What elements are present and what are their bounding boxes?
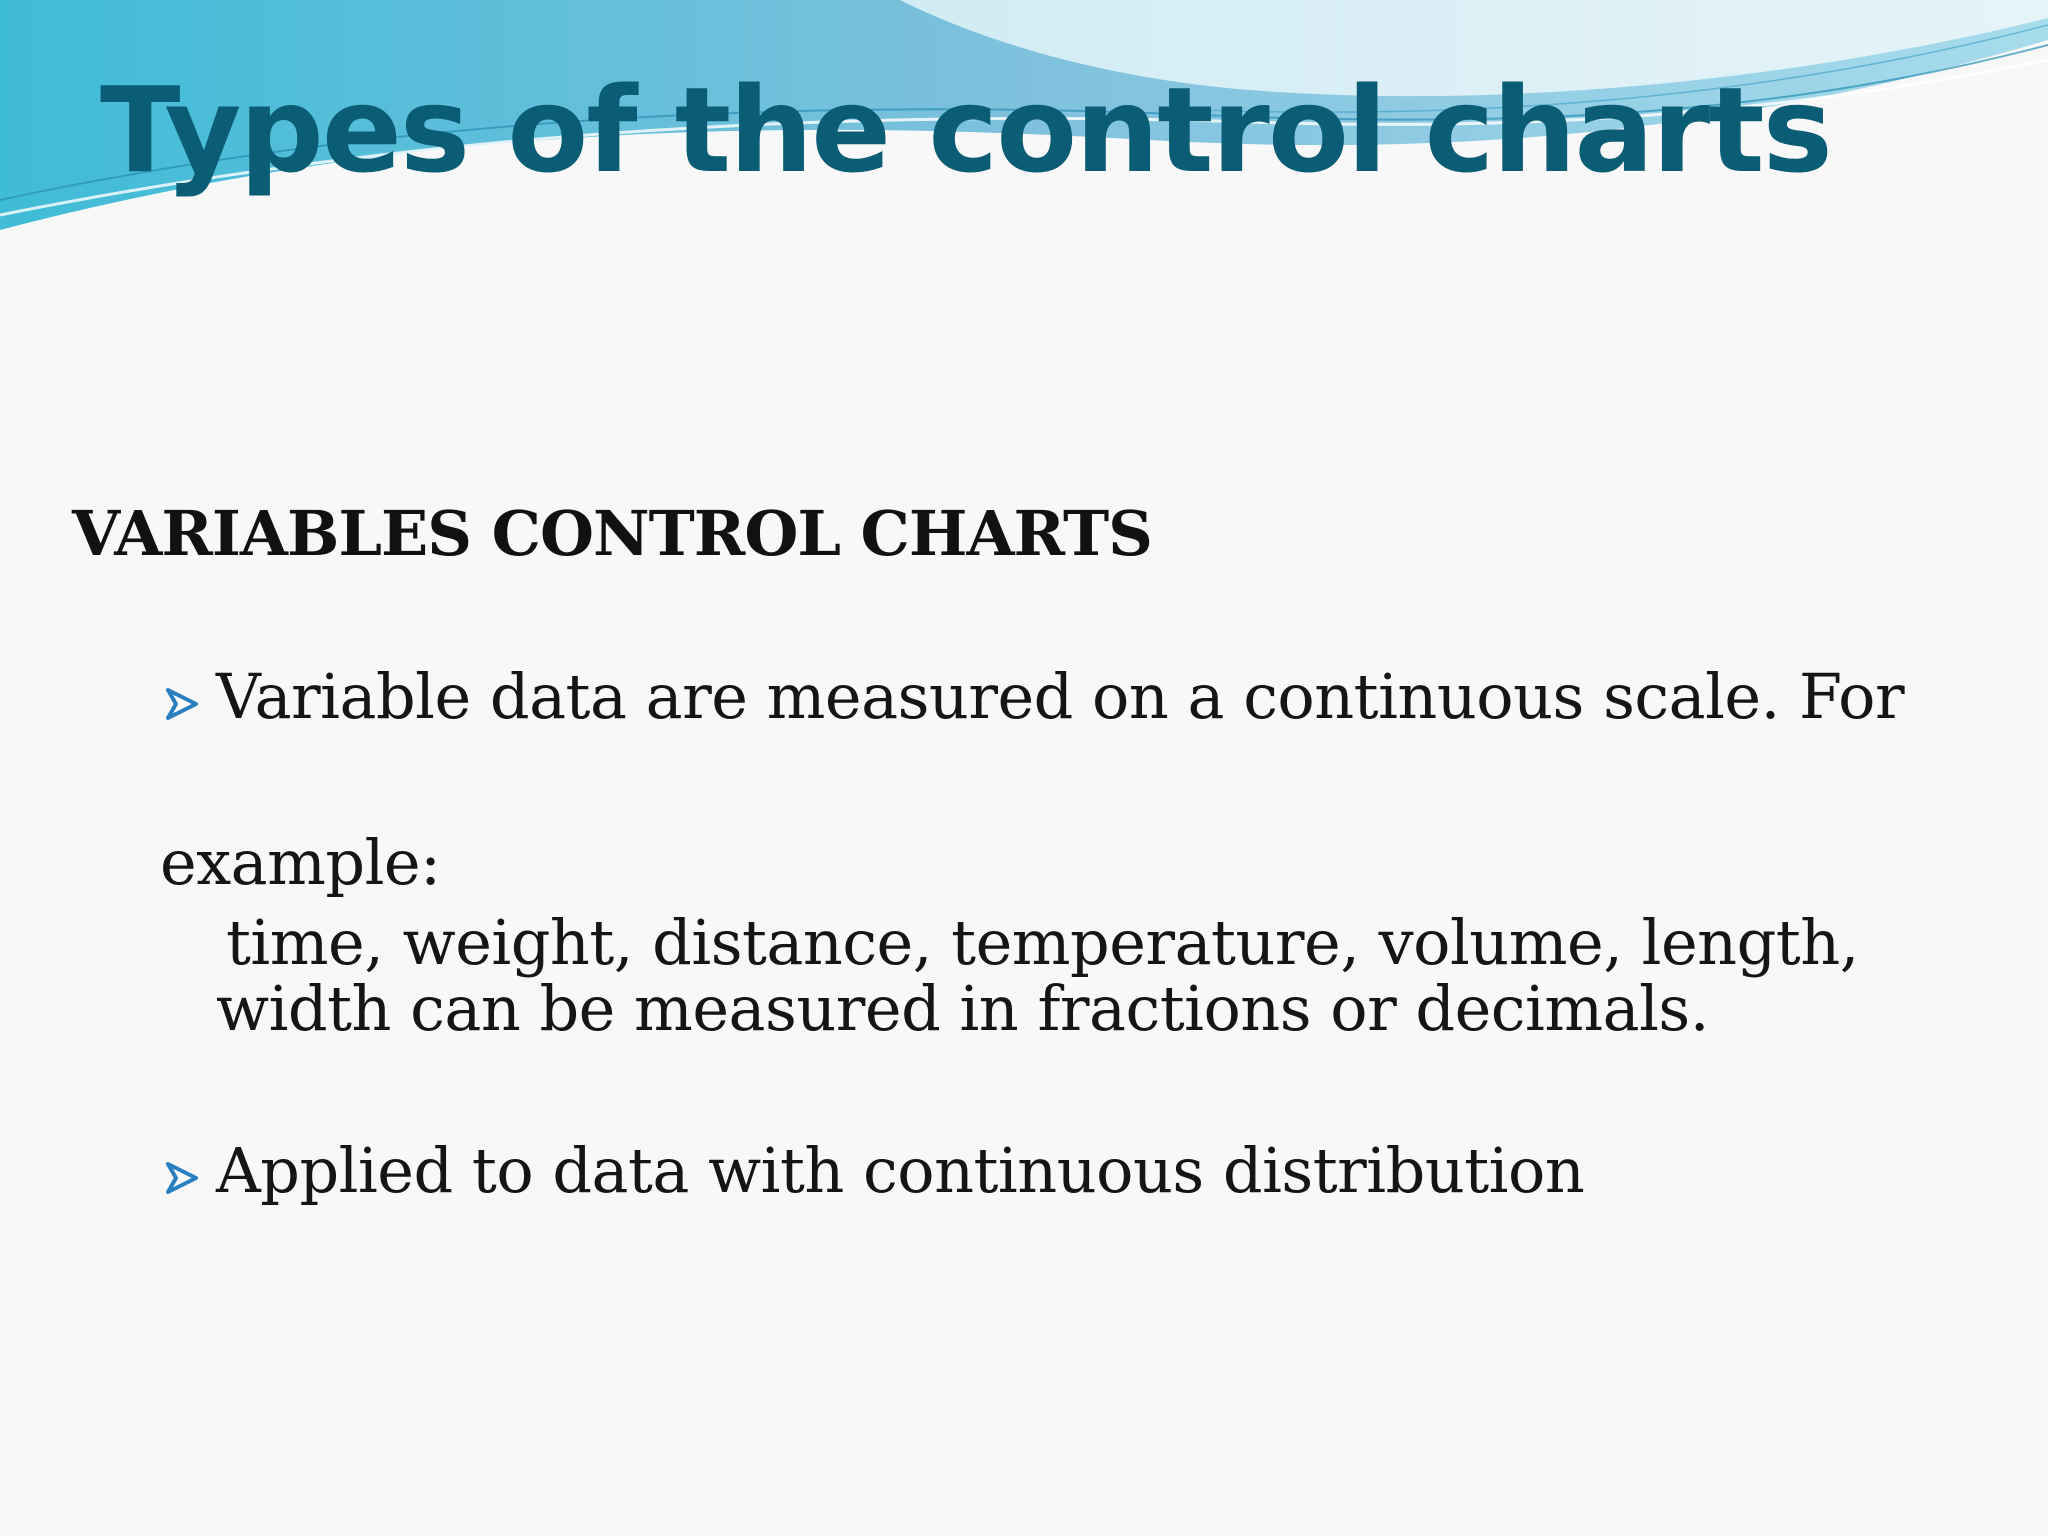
bullet-text-continuous-distribution: Applied to data with continuous distribution: [216, 1134, 1585, 1207]
continuation-text-examples-list: time, weight, distance, temperature, volume, length,: [226, 906, 1859, 979]
continuation-text-example: example:: [160, 826, 441, 899]
section-heading: VARIABLES CONTROL CHARTS: [72, 497, 1152, 570]
arrow-bullet-icon: [164, 686, 200, 722]
slide-title: Types of the control charts: [100, 61, 1831, 199]
continuation-text-measurement: width can be measured in fractions or decimals.: [216, 972, 1709, 1045]
arrow-bullet-icon: [164, 1160, 200, 1196]
bullet-text-variable-data: Variable data are measured on a continuous scale. For: [216, 660, 1905, 733]
